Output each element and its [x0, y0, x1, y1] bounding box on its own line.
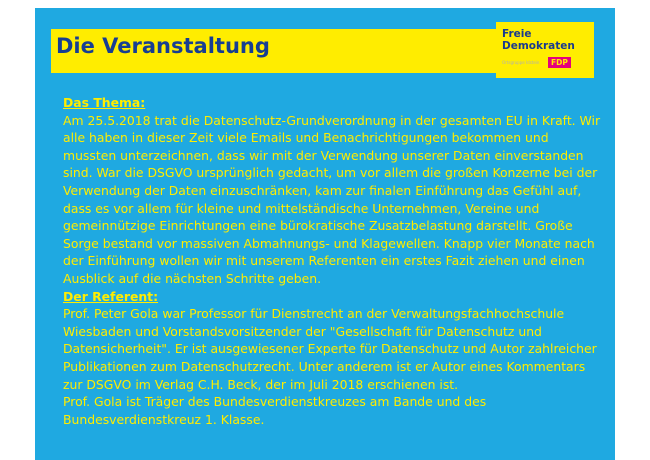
logo-line-2: Demokraten [502, 40, 575, 52]
paragraph-referent-award: Prof. Gola ist Träger des Bundesverdienstkreuzes am Bande und des Bundesverdienstkreuz 1. Klasse. [63, 394, 487, 427]
section-heading-thema: Das Thema: [63, 95, 146, 110]
title-banner [51, 29, 520, 73]
logo-line-1: Freie [502, 28, 532, 40]
logo-subtext: Ortsgruppe Idstein [502, 60, 540, 65]
paragraph-thema: Am 25.5.2018 trat die Datenschutz-Grundverordnung in der gesamten EU in Kraft. Wir alle haben in dieser Zeit viele Emails und Benachrichtigungen bekommen und mussten unterzeichnen, dass wir mit der Verwendung unserer Daten einverstanden sind. War die DSGVO ursprünglich gedacht, um vor allem die großen Konzerne bei der Verwendung der Daten einzuschränken, kam zur finalen Einführung das Gefühl auf, dass es vor allem für kleine und mittelständische Unternehmen, Vereine und gemeinnützige Einrichtungen eine bürokratische Zusatzbelastung darstellt. Große Sorge bestand vor massiven Abmahnungs- und Klagewellen. Knapp vier Monate nach der Einführung wollen wir mit unserem Referenten ein erstes Fazit ziehen und einen Ausblick auf die nächsten Schritte geben. [63, 112, 601, 286]
slide [35, 8, 615, 460]
slide-body [63, 94, 603, 428]
slide-title: Die Veranstaltung [56, 34, 270, 58]
fdp-badge: FDP [548, 57, 571, 68]
section-heading-referent: Der Referent: [63, 288, 159, 304]
fdp-logo [496, 22, 594, 78]
paragraph-referent-bio: Prof. Peter Gola war Professor für Dienstrecht an der Verwaltungsfachhochschule Wiesbaden und Vorstandsvorsitzender der "Gesellschaft für Datenschutz und Datensicherheit". Er ist ausgewiesener Experte für Datenschutz und Autor zahlreicher Publikationen zum Datenschutzrecht. Unter anderem ist er Autor eines Kommentars zur DSGVO im Verlag C.H. Beck, der im Juli 2018 erschienen ist. [63, 306, 597, 392]
